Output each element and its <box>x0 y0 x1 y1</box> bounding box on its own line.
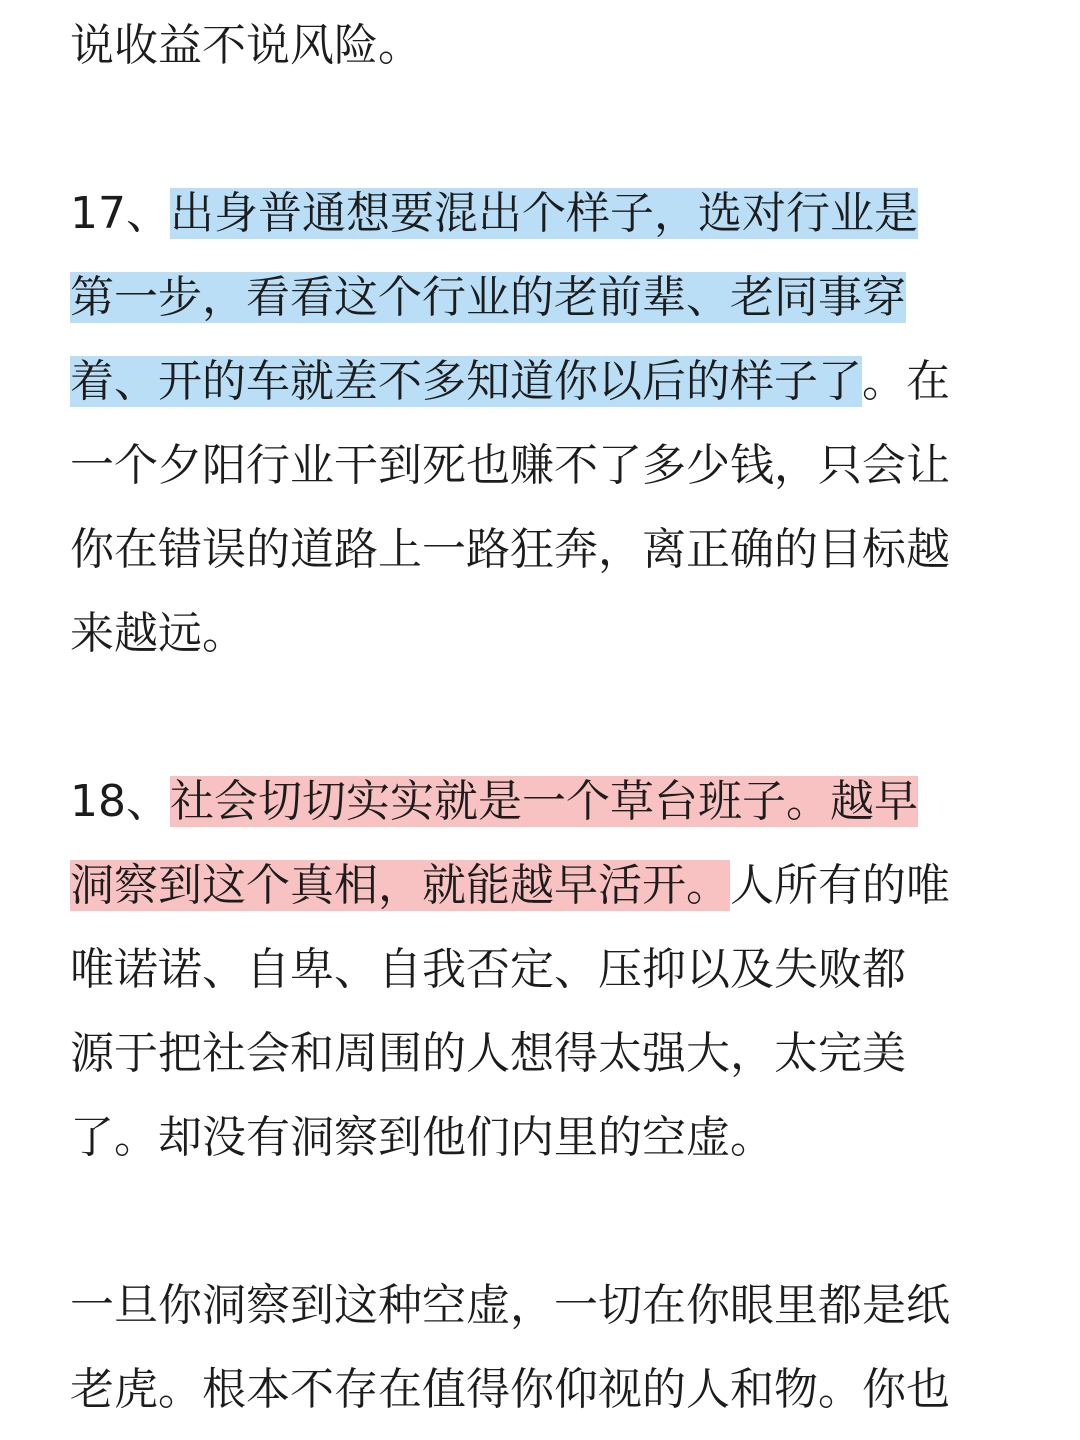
text-span: 一个夕阳行业干到死也赚不了多少钱，只会让 <box>70 440 950 491</box>
item-18-line-5 <box>70 1096 774 1180</box>
text-span: 来越远。 <box>70 608 246 659</box>
item-17-line-4 <box>70 424 950 508</box>
item-18-line-3 <box>70 928 906 1012</box>
item-17-line-3 <box>70 340 950 424</box>
text-span: 老虎。根本不存在值得你仰视的人和物。你也 <box>70 1364 950 1415</box>
text-span: 了。却没有洞察到他们内里的空虚。 <box>70 1112 774 1163</box>
text-span: 唯诺诺、自卑、自我否定、压抑以及失败都 <box>70 944 906 995</box>
text-span: 一旦你洞察到这种空虚，一切在你眼里都是纸 <box>70 1280 950 1331</box>
paragraph-line <box>70 4 422 88</box>
highlighted-text: 第一步，看看这个行业的老前辈、老同事穿 <box>70 272 906 323</box>
text-span: 。在 <box>862 356 950 407</box>
item-18-line-2 <box>70 844 950 928</box>
highlighted-text: 着、开的车就差不多知道你以后的样子了 <box>70 356 862 407</box>
paragraph-line <box>70 1348 950 1432</box>
text-span: 说收益不说风险。 <box>70 20 422 71</box>
highlighted-text: 洞察到这个真相，就能越早活开。 <box>70 860 730 911</box>
text-span: 你在错误的道路上一路狂奔，离正确的目标越 <box>70 524 950 575</box>
item-number: 18、 <box>70 776 170 827</box>
item-17-line-2 <box>70 256 906 340</box>
item-17-line-6 <box>70 592 246 676</box>
text-span: 源于把社会和周围的人想得太强大，太完美 <box>70 1028 906 1079</box>
item-number: 17、 <box>70 188 170 239</box>
item-18-line-4 <box>70 1012 906 1096</box>
highlighted-text: 社会切切实实就是一个草台班子。越早 <box>170 776 918 827</box>
highlighted-text: 出身普通想要混出个样子，选对行业是 <box>170 188 918 239</box>
item-17-line-5 <box>70 508 950 592</box>
item-17-line-1 <box>70 172 918 256</box>
paragraph-line <box>70 1264 950 1348</box>
text-span: 人所有的唯 <box>730 860 950 911</box>
item-18-line-1 <box>70 760 918 844</box>
